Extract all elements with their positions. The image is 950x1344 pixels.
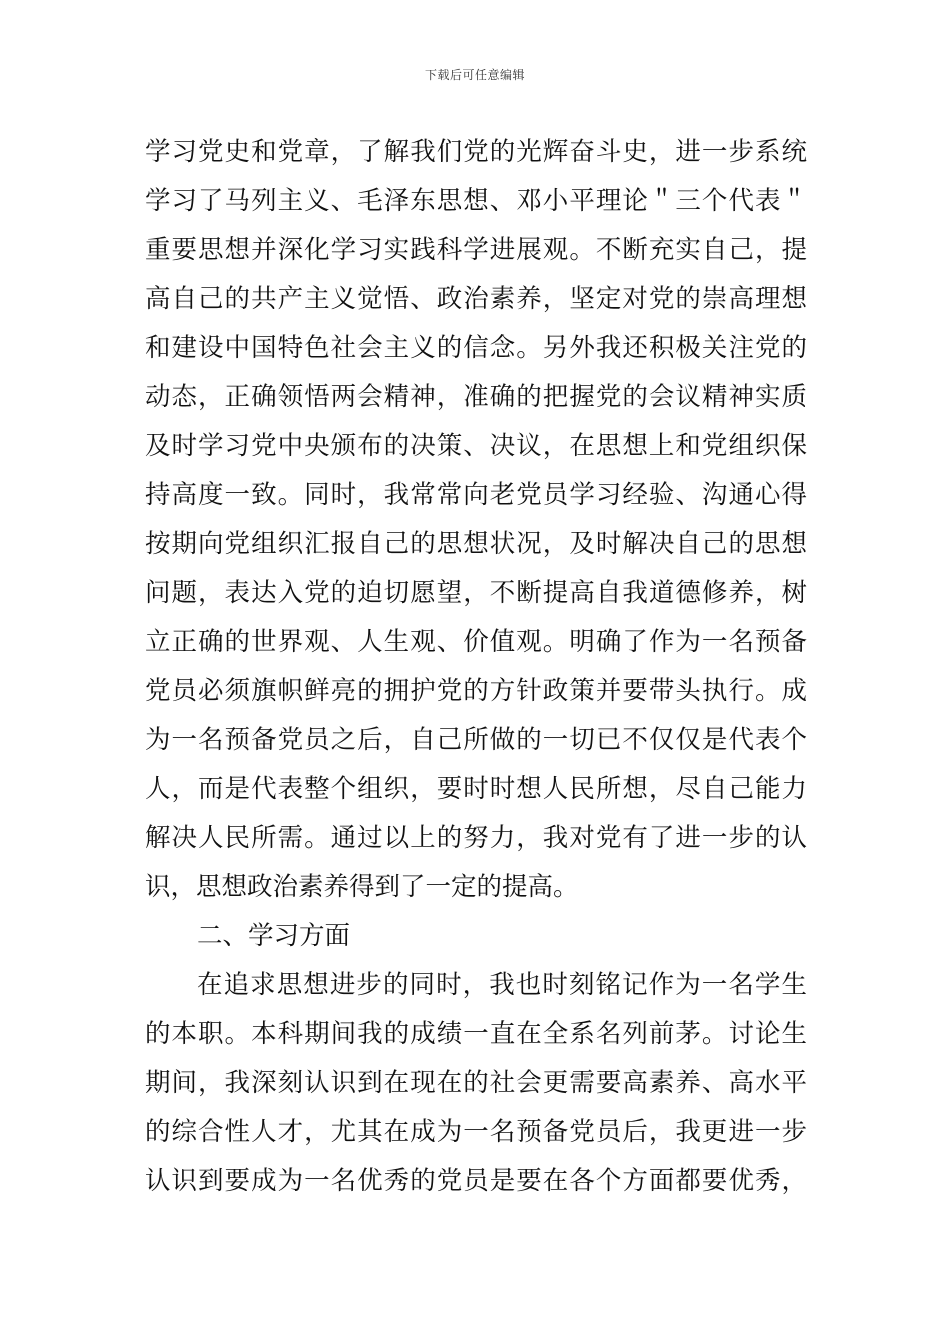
text-line: 学习党史和党章，了解我们党的光辉奋斗史，进一步系统	[145, 137, 807, 167]
text-line: 和建设中国特色社会主义的信念。另外我还积极关注党的	[145, 333, 807, 363]
text-line: 学习了马列主义、毛泽东思想、邓小平理论＂三个代表＂	[145, 186, 807, 216]
text-line: 及时学习党中央颁布的决策、决议，在思想上和党组织保	[145, 431, 807, 461]
text-line: 问题，表达入党的迫切愿望，不断提高自我道德修养，树	[145, 578, 807, 608]
text-line: 认识到要成为一名优秀的党员是要在各个方面都要优秀，	[145, 1166, 807, 1196]
text-line: 重要思想并深化学习实践科学进展观。不断充实自己，提	[145, 235, 807, 265]
text-line: 的本职。本科期间我的成绩一直在全系名列前茅。讨论生	[145, 1019, 807, 1049]
text-line: 按期向党组织汇报自己的思想状况，及时解决自己的思想	[145, 529, 807, 559]
text-line: 期间，我深刻认识到在现在的社会更需要高素养、高水平	[145, 1068, 807, 1098]
text-line: 解决人民所需。通过以上的努力，我对党有了进一步的认	[145, 823, 807, 853]
text-line: 人，而是代表整个组织，要时时想人民所想，尽自己能力	[145, 774, 807, 804]
document-body	[145, 128, 807, 1206]
text-line: 识，思想政治素养得到了一定的提高。	[145, 872, 579, 902]
text-line: 为一名预备党员之后，自己所做的一切已不仅仅是代表个	[145, 725, 807, 755]
text-line: 持高度一致。同时，我常常向老党员学习经验、沟通心得	[145, 480, 807, 510]
text-line: 动态，正确领悟两会精神，准确的把握党的会议精神实质	[145, 382, 807, 412]
text-line: 党员必须旗帜鲜亮的拥护党的方针政策并要带头执行。成	[145, 676, 807, 706]
text-line: 的综合性人才，尤其在成为一名预备党员后，我更进一步	[145, 1117, 807, 1147]
text-line: 高自己的共产主义觉悟、政治素养，坚定对党的崇高理想	[145, 284, 807, 314]
section-heading: 二、学习方面	[197, 921, 351, 951]
page-header-watermark: 下载后可任意编辑	[424, 68, 525, 82]
text-line: 在追求思想进步的同时，我也时刻铭记作为一名学生	[197, 970, 807, 1000]
text-line: 立正确的世界观、人生观、价值观。明确了作为一名预备	[145, 627, 807, 657]
